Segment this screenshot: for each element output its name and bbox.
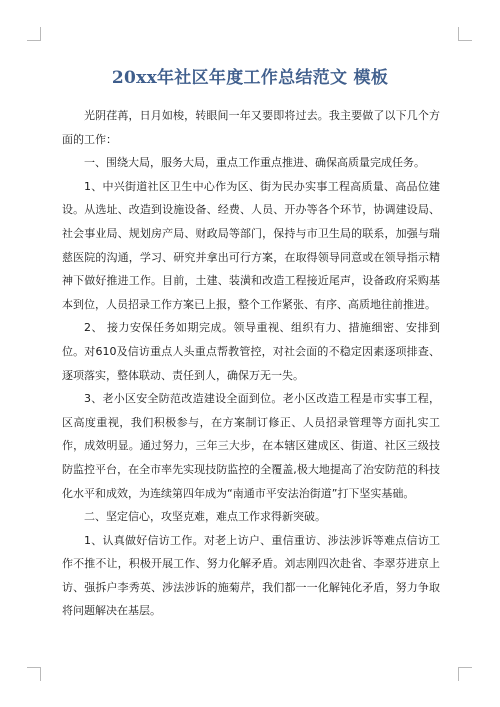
crop-mark-bottom-right xyxy=(458,667,472,681)
crop-mark-top-right xyxy=(458,27,472,41)
document-body xyxy=(62,104,440,623)
crop-mark-bottom-left xyxy=(27,667,41,681)
paragraph-item-1-3: 3、老小区安全防范改造建设全面到位。老小区改造工程是市实事工程，区高度重视，我们积极参与，在方案制订修正、人员招录管理等方面扎实工作，成效明显。通过努力，三年三大步，在本辖区建成区、街道、社区三级技防监控平台，在全市率先实现技防监控的全覆盖,极大地提高了治安防范的科技化水平和成效，为连续第四年成为“南通市平安法治街道”打下坚实基础。 xyxy=(62,392,440,500)
paragraph-item-1-1: 1、中兴街道社区卫生中心作为区、街为民办实事工程高质量、高品位建设。从选址、改造到设施设备、经费、人员、开办等各个环节，协调建设局、社会事业局、规划房产局、财政局等部门，保持与市卫生局的联系，加强与瑞慈医院的沟通，学习、研究并拿出可行方案，在取得领导同意或在领导指示精神下做好推进工作。目前，土建、装潢和改造工程接近尾声，设备政府采购基本到位，人员招录工作方案已上报，整个工作紧张、有序、高质地往前推进。 xyxy=(62,179,440,311)
paragraph-section-1-heading: 一、围绕大局，服务大局，重点工作重点推进、确保高质量完成任务。 xyxy=(84,156,425,170)
paragraph-item-2-1: 1、认真做好信访工作。对老上访户、重信重访、涉法涉诉等难点信访工作不推不让，积极开展工作、努力化解矛盾。刘志刚四次赴省、李翠芬进京上访、强拆户李秀英、涉法涉诉的施菊芹，我们都一一化解钝化矛盾，努力争取将问题解决在基层。 xyxy=(62,533,440,618)
document-title: 20xx年社区年度工作总结范文 模板 xyxy=(111,68,389,88)
crop-mark-top-left xyxy=(27,27,41,41)
paragraph-item-1-2: 2、 接力安保任务如期完成。领导重视、组织有力、措施细密、安排到位。对610及信访重点人头重点帮教管控，对社会面的不稳定因素逐项排查、逐项落实，整体联动、责任到人，确保万无一失。 xyxy=(62,321,440,382)
paragraph-section-2-heading: 二、坚定信心，攻坚克难，难点工作求得新突破。 xyxy=(84,510,326,524)
paragraph-intro: 光阴荏苒，日月如梭，转眼间一年又要即将过去。我主要做了以下几个方面的工作： xyxy=(62,109,440,146)
